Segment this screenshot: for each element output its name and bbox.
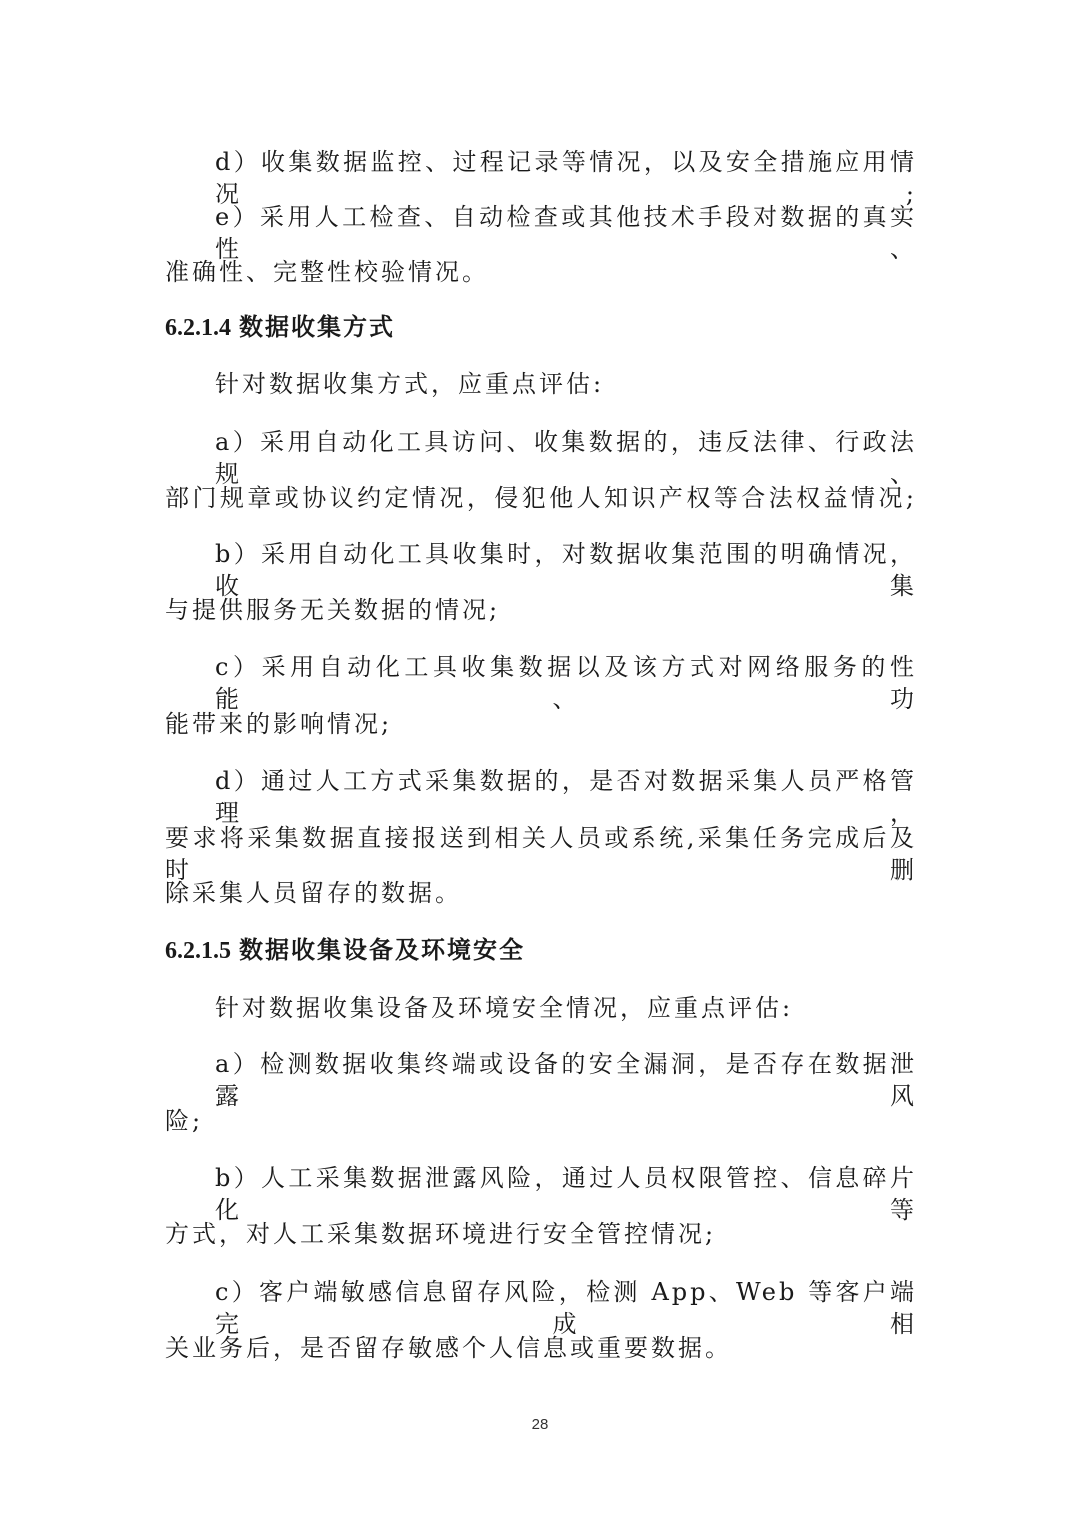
text-line: 除采集人员留存的数据。 bbox=[165, 879, 462, 907]
text-line: b）人工采集数据泄露风险，通过人员权限管控、信息碎片化等 bbox=[215, 1164, 917, 1224]
section-number: 6.2.1.4 bbox=[165, 315, 231, 341]
text-line: 方式，对人工采集数据环境进行安全管控情况; bbox=[165, 1220, 717, 1248]
text-line: 针对数据收集设备及环境安全情况，应重点评估: bbox=[215, 994, 794, 1022]
text-line: 与提供服务无关数据的情况; bbox=[165, 596, 501, 624]
text-line: e）采用人工检查、自动检查或其他技术手段对数据的真实性、 bbox=[215, 203, 917, 263]
section-heading bbox=[165, 311, 917, 344]
section-title: 数据收集设备及环境安全 bbox=[239, 935, 525, 964]
text-line: 险; bbox=[165, 1107, 204, 1135]
text-line: 部门规章或协议约定情况，侵犯他人知识产权等合法权益情况; bbox=[165, 484, 917, 512]
text-line: a）采用自动化工具访问、收集数据的，违反法律、行政法规、 bbox=[215, 428, 917, 488]
text-line: 能带来的影响情况; bbox=[165, 710, 393, 738]
text-line: b）采用自动化工具收集时，对数据收集范围的明确情况，收集 bbox=[215, 540, 917, 600]
text-line: c）客户端敏感信息留存风险，检测 App、Web 等客户端完成相 bbox=[215, 1278, 917, 1338]
text-line: 要求将采集数据直接报送到相关人员或系统,采集任务完成后及时删 bbox=[165, 824, 917, 884]
page-number: 28 bbox=[531, 1416, 549, 1433]
text-line: a）检测数据收集终端或设备的安全漏洞，是否存在数据泄露风 bbox=[215, 1050, 917, 1110]
text-line: d）收集数据监控、过程记录等情况，以及安全措施应用情况; bbox=[215, 148, 917, 208]
text-line: 关业务后，是否留存敏感个人信息或重要数据。 bbox=[165, 1334, 732, 1362]
section-heading bbox=[165, 934, 917, 967]
section-number: 6.2.1.5 bbox=[165, 938, 231, 964]
text-line: d）通过人工方式采集数据的，是否对数据采集人员严格管理， bbox=[215, 767, 917, 827]
text-line: 针对数据收集方式，应重点评估: bbox=[215, 370, 605, 398]
section-title: 数据收集方式 bbox=[239, 312, 395, 341]
text-line: 准确性、完整性校验情况。 bbox=[165, 258, 489, 286]
text-line: c）采用自动化工具收集数据以及该方式对网络服务的性能、功 bbox=[215, 653, 917, 713]
